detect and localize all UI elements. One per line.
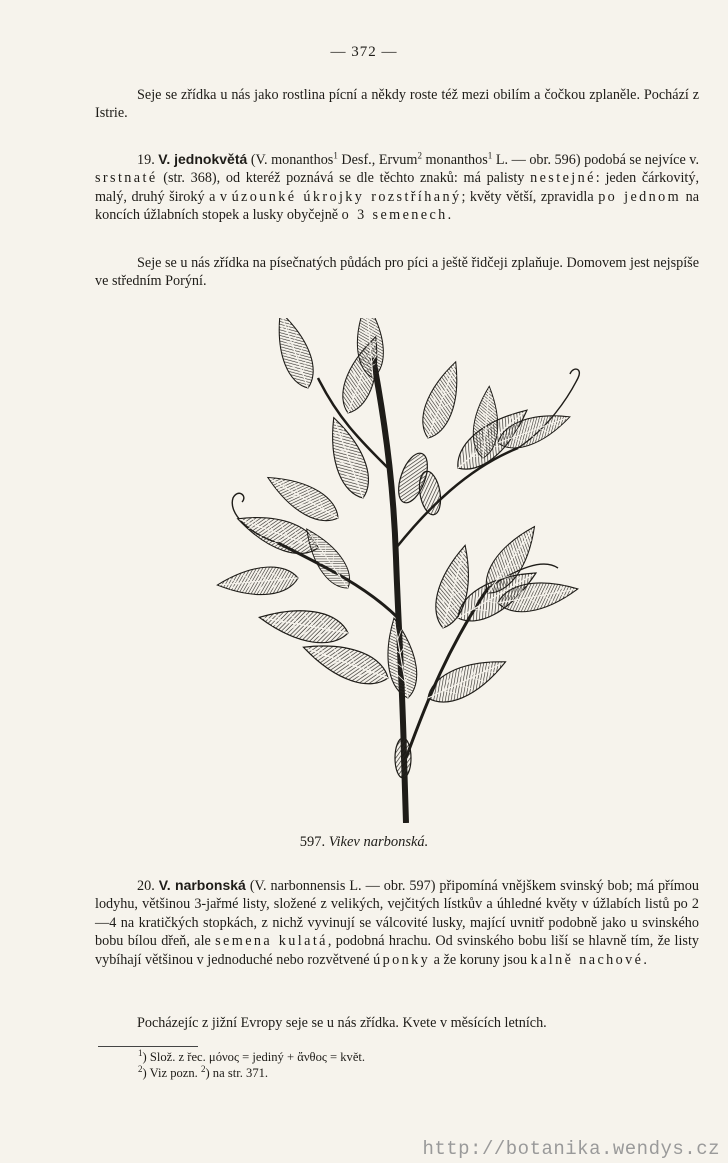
spaced-text: semena kulatá [215, 933, 328, 950]
text-run: (V. narbonnensis L. — obr. 597) připomíná vnějškem svinský bob; má přímou lodyhu, většinou 3-jařmé listy, složené z velikých, vejčitých lístkův a úhledné květy v úžlabích listů po 2—4 na kratičkých stopkách, z nichž vyvinují se válcovité lusky, mající uvnitř podobně jako u svinského bobu bílou dřeň, ale [95, 878, 699, 950]
text-run: . [643, 951, 647, 968]
entry-19-name: V. jednokvětá [158, 151, 248, 167]
text-run: na koncích úžlabních stopek a lusky obyčejně [95, 188, 700, 224]
spaced-text: srstnaté [95, 170, 158, 187]
text-run: . [447, 207, 452, 224]
text-run: L. — obr. 596) podobá se nejvíce v. [492, 152, 700, 168]
footnote-text: ) Slož. z řec. μόνος = jediný + ἄνθος = květ. [142, 1050, 366, 1064]
footnote-ref: 1 [487, 150, 493, 161]
entry-19-paragraph [95, 150, 699, 225]
text-run: (V. monanthos [247, 152, 334, 168]
footnote-1 [138, 1047, 366, 1065]
page-number: — 372 — [330, 44, 398, 60]
spaced-text: kalně nachové [530, 951, 644, 968]
spaced-text: po jednom [598, 188, 682, 205]
text-run: (str. 368), od kteréž poznává se dle těchto znaků: má palisty [157, 170, 531, 187]
text-run: : jeden čárkovitý, malý, druhý široký a v [95, 170, 699, 205]
footnote-ref: 1 [333, 150, 338, 161]
source-watermark: http://botanika.wendys.cz [422, 1138, 720, 1160]
footnote-text: ) na str. 371. [205, 1066, 269, 1080]
entry-20-origin-paragraph: Pocházejíc z jižní Evropy seje se u nás zřídka. Kvete v měsících letních. [137, 1015, 547, 1031]
text-run: Desf., Ervum [337, 152, 418, 168]
spaced-text: o 3 semenech [341, 207, 448, 224]
spaced-text: nestejné [530, 170, 596, 187]
footnote-ref: 2 [417, 150, 422, 161]
text-run: , podobná hrachu. Od svinského bobu liší se hlavně tím, že listy vybíhají většinou v jednoduché nebo rozvětvené [95, 933, 699, 968]
footnote-mark: 2 [138, 1063, 143, 1074]
footnote-mark: 2 [200, 1063, 206, 1074]
text-run: a že koruny jsou [430, 951, 531, 968]
figure-caption-text: Vikev narbonská. [328, 834, 429, 850]
entry-20-paragraph [95, 876, 699, 969]
figure-caption [0, 834, 728, 851]
intro-paragraph: Seje se zřídka u nás jako rostlina pícní a někdy roste též mezi obilím a čočkou zplaněle. Pochází z Istrie. [95, 87, 699, 122]
spaced-text: úzounké úkrojky rozstříhaný [231, 188, 462, 205]
vicia-narbonensis-illustration [198, 318, 598, 823]
footnote-text: ) Viz pozn. [142, 1066, 201, 1080]
footnote-2 [138, 1063, 269, 1081]
spaced-text: úponky [373, 951, 431, 968]
text-run: ; květy větší, zpravidla [461, 188, 599, 205]
entry-19-origin-paragraph: Seje se u nás zřídka na písečnatých půdách pro píci a ještě řidčeji zplaňuje. Domovem jest nejspíše ve středním Porýní. [95, 255, 699, 290]
text-run: monanthos [421, 152, 488, 168]
entry-19-number: 19. [137, 152, 155, 168]
entry-20-name: V. narbonská [158, 877, 246, 893]
figure-number: 597. [299, 834, 326, 850]
entry-20-number: 20. [137, 878, 155, 894]
footnote-divider [98, 1046, 198, 1047]
footnote-mark: 1 [138, 1047, 143, 1058]
